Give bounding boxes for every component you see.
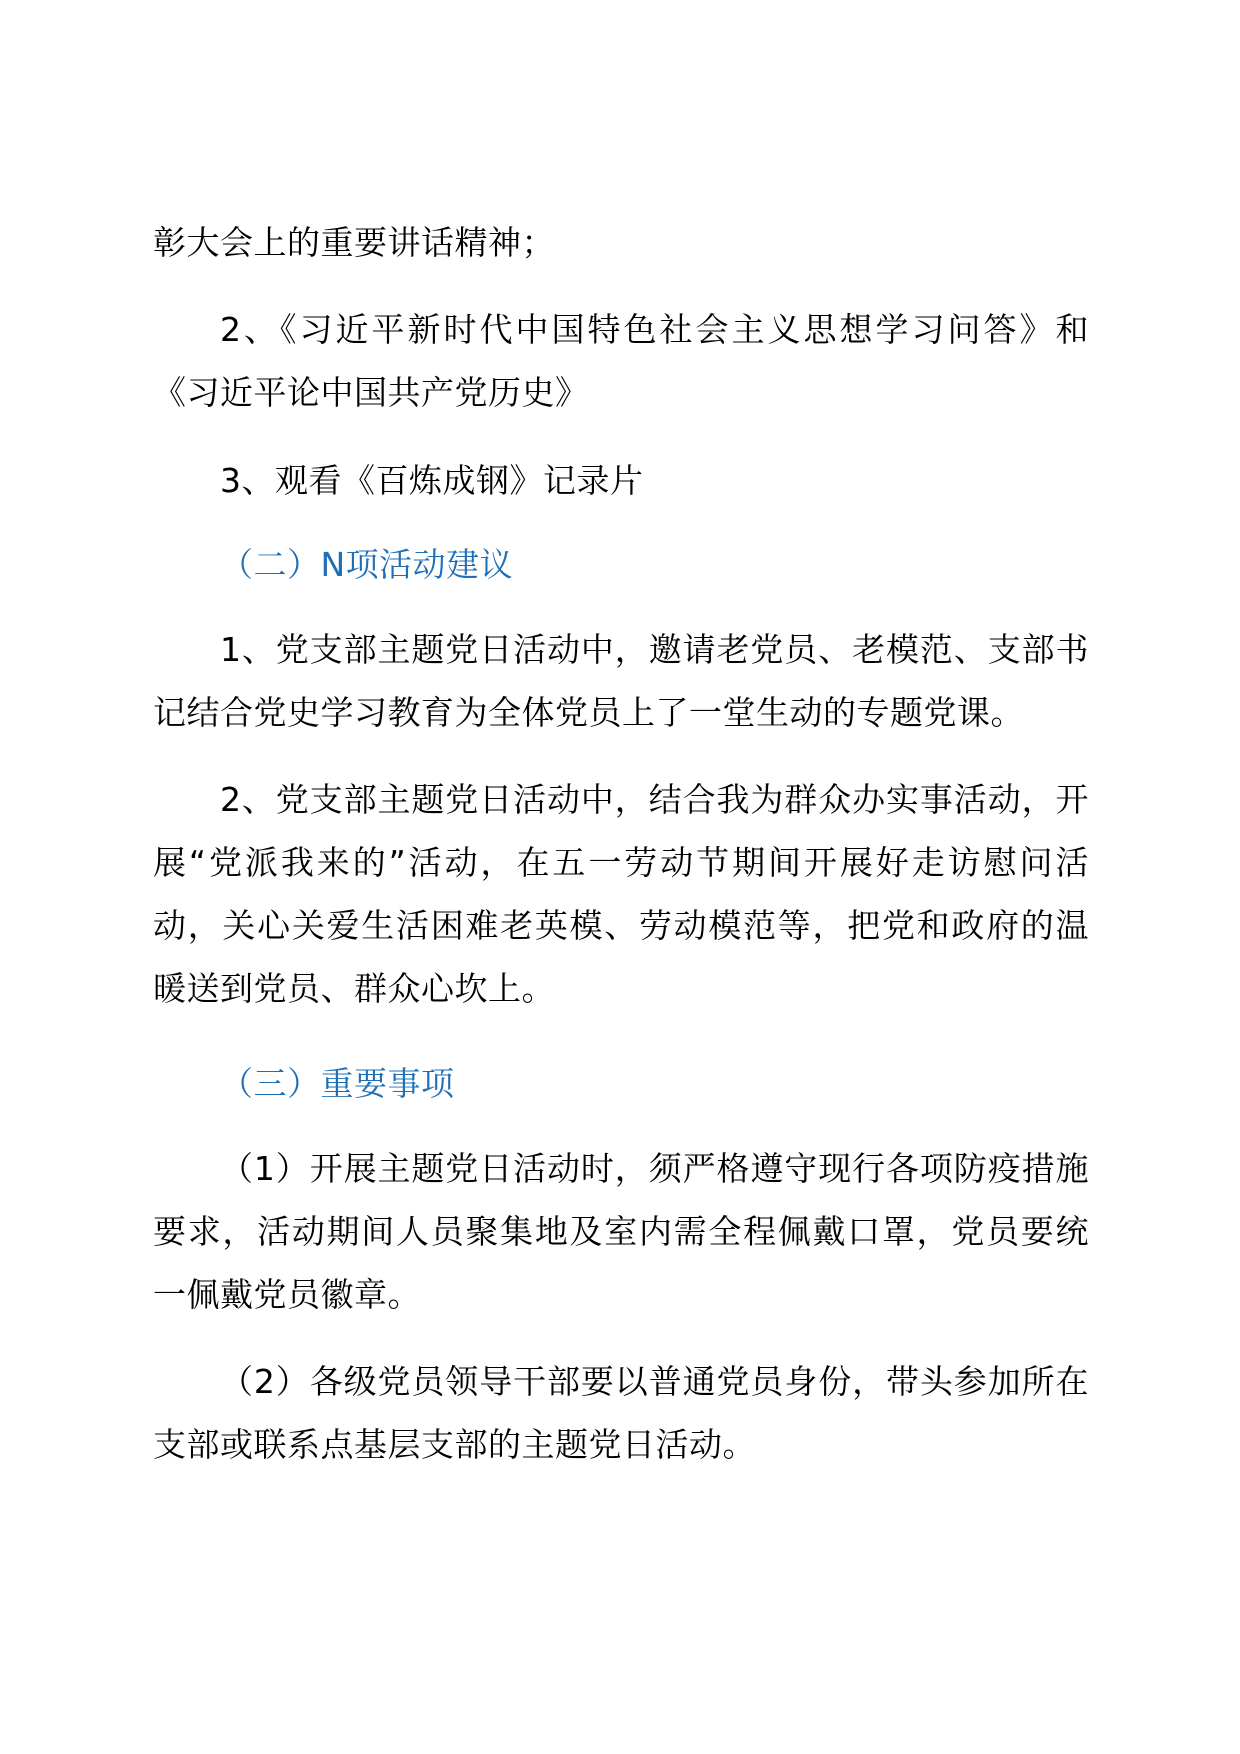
activity-item-1: 1、党支部主题党日活动中，邀请老党员、老模范、支部书记结合党史学习教育为全体党员上了一堂生动的专题党课。 [153, 630, 1089, 732]
important-item-1: （1）开展主题党日活动时，须严格遵守现行各项防疫措施要求，活动期间人员聚集地及室内需全程佩戴口罩，党员要统一佩戴党员徽章。 [153, 1149, 1089, 1314]
continuation-paragraph: 彰大会上的重要讲话精神； [153, 223, 555, 262]
study-item-2: 2、《习近平新时代中国特色社会主义思想学习问答》和《习近平论中国共产党历史》 [153, 310, 1089, 412]
section-heading-activities: （二）N项活动建议 [220, 545, 514, 584]
study-item-3: 3、观看《百炼成钢》记录片 [220, 461, 644, 500]
section-heading-important: （三）重要事项 [220, 1064, 455, 1103]
activity-item-2: 2、党支部主题党日活动中，结合我为群众办实事活动，开展“党派我来的”活动，在五一劳动节期间开展好走访慰问活动，关心关爱生活困难老英模、劳动模范等，把党和政府的温暖送到党员、群众心坎上。 [153, 780, 1089, 1008]
important-item-2: （2）各级党员领导干部要以普通党员身份，带头参加所在支部或联系点基层支部的主题党日活动。 [153, 1362, 1089, 1464]
